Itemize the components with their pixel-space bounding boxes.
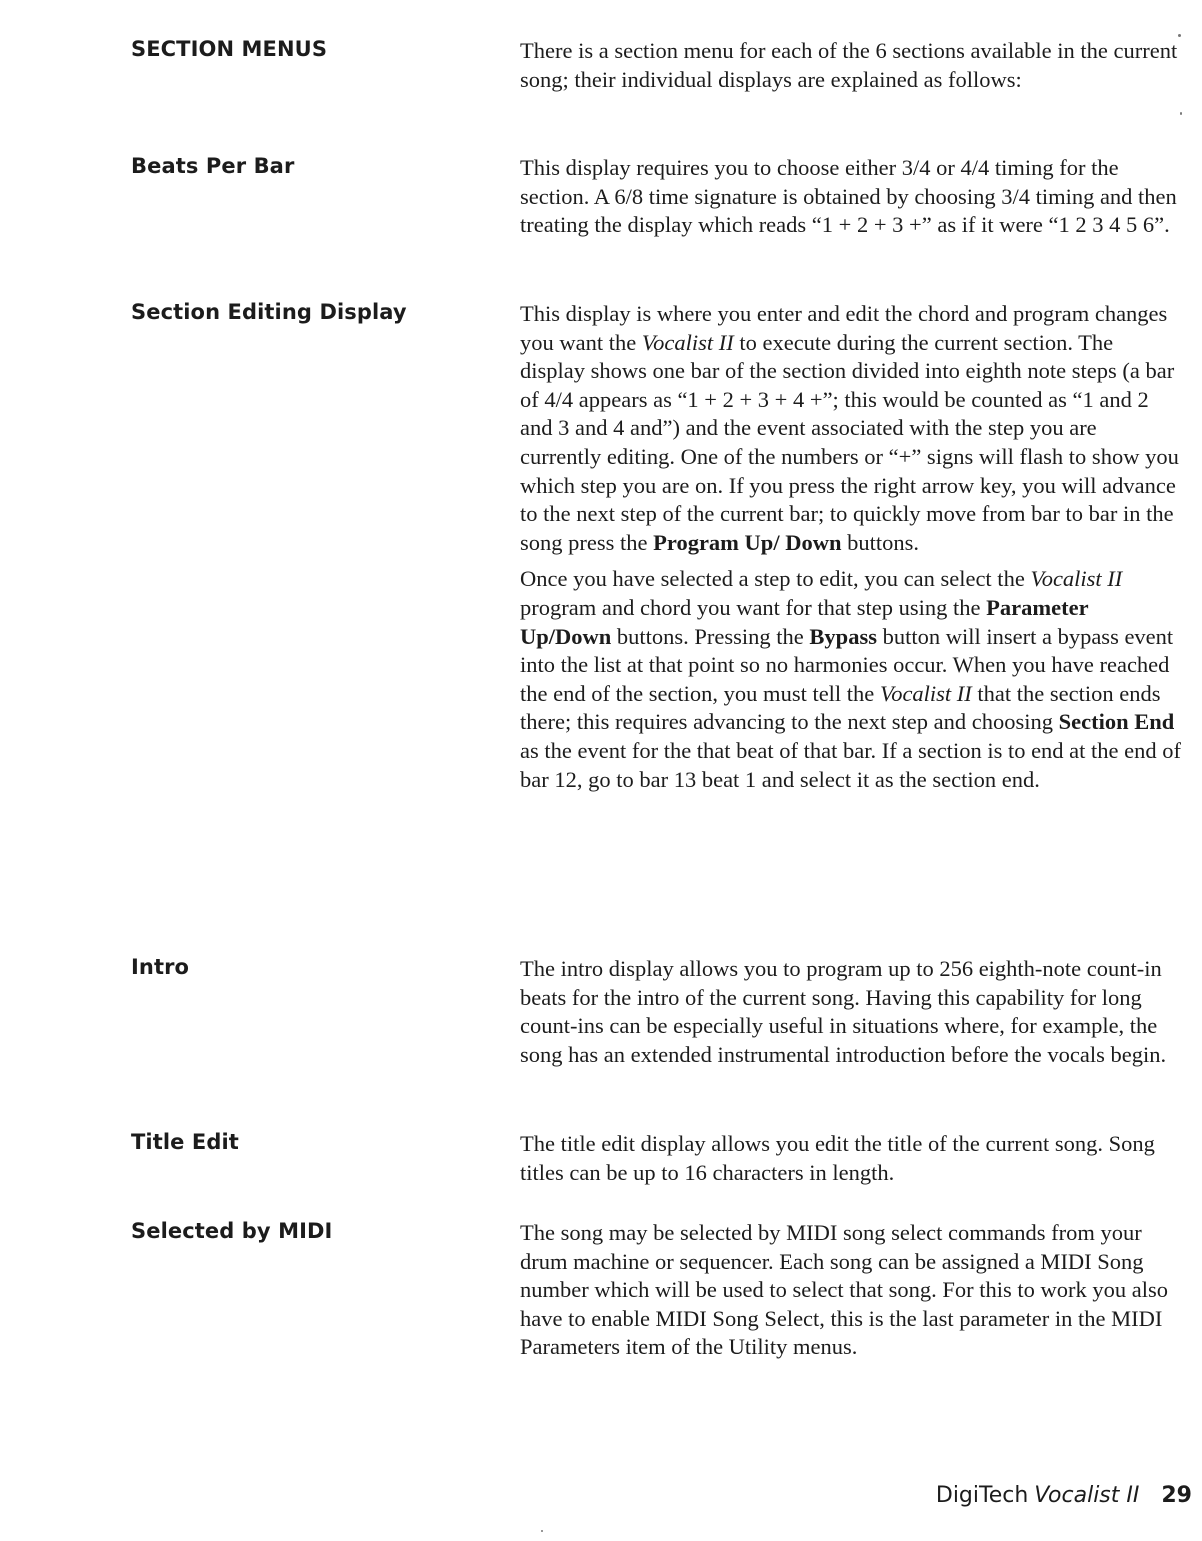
text-run: This display requires you to choose either 3/4 or 4/4 timing for the section. A 6/8 time signature is obtained by choosing 3/4 timing and then treating the display which reads “1 + 2 + 3 +” as if it were “1 2 3 4 5 6”. xyxy=(520,155,1177,238)
footer-brand: DigiTech xyxy=(935,1483,1029,1508)
title-edit-heading: Title Edit xyxy=(131,1130,239,1154)
text-run: There is a section menu for each of the 6 sections available in the current song; their individual displays are explained as follows: xyxy=(520,38,1178,92)
section-editing-display-heading: Section Editing Display xyxy=(131,300,407,324)
paragraph xyxy=(520,565,1182,794)
selected-by-midi-heading: Selected by MIDI xyxy=(131,1219,333,1243)
selected-by-midi-text xyxy=(520,1219,1182,1362)
text-run: program and chord you want for that step using the xyxy=(520,594,987,620)
intro-heading: Intro xyxy=(131,955,190,979)
paragraph xyxy=(520,154,1182,240)
scan-speck xyxy=(1178,34,1181,37)
italic-run: Vocalist II xyxy=(641,329,734,355)
bold-run: Parameter Up/Down xyxy=(520,594,1089,649)
text-run: to execute during the current section. The display shows one bar of the section divided into eighth note steps (a bar of 4/4 appears as “1 + 2 + 3 + 4 +”; this would be counted as “1 and 2 and 3 and 4 and”) and the event associated with the step you are currently editing. One of the numbers or “+” signs will flash to show you which step you are on. If you press the right arrow key, you will advance to the next step of the current bar; to quickly move from bar to bar in the song press the xyxy=(520,329,1179,555)
text-run: The title edit display allows you edit the title of the current song. Song titles can be up to 16 characters in length. xyxy=(520,1131,1155,1185)
paragraph xyxy=(520,37,1182,94)
title-edit-text xyxy=(520,1130,1182,1187)
section-menus-heading: SECTION MENUS xyxy=(131,37,328,61)
section-editing-display-text xyxy=(520,300,1182,794)
footer-product: Vocalist II xyxy=(1034,1483,1140,1508)
italic-run: Vocalist II xyxy=(1030,566,1123,592)
text-run: The intro display allows you to program up to 256 eighth-note count-in beats for the intro of the current song. Having this capability for long count-ins can be especially useful in situations where, for example, the song has an extended instrumental introduction before the vocals begin. xyxy=(520,956,1167,1067)
beats-per-bar-heading: Beats Per Bar xyxy=(131,154,295,178)
text-run: that the section ends there; this requires advancing to the next step and choosing xyxy=(520,680,1161,735)
italic-run: Vocalist II xyxy=(879,680,972,706)
scan-speck xyxy=(1180,112,1182,115)
intro-text xyxy=(520,955,1182,1069)
paragraph xyxy=(520,1219,1182,1362)
text-run: button will insert a bypass event into the list at that point so no harmonies occur. When you have reached the end of the section, you must tell the xyxy=(520,623,1174,706)
text-run: This display is where you enter and edit the chord and program changes you want the xyxy=(520,301,1168,355)
paragraph xyxy=(520,1130,1182,1187)
page-footer xyxy=(900,1483,1192,1508)
bold-run: Program Up/ Down xyxy=(653,529,842,555)
paragraph xyxy=(520,955,1182,1069)
bold-run: Section End xyxy=(1058,709,1175,735)
text-run: Once you have selected a step to edit, you can select the xyxy=(520,566,1031,592)
paragraph xyxy=(520,300,1182,557)
text-run: buttons. xyxy=(841,529,919,555)
bold-run: Bypass xyxy=(809,623,877,649)
text-run: buttons. Pressing the xyxy=(611,623,810,649)
page-number: 29 xyxy=(1161,1483,1192,1508)
beats-per-bar-text xyxy=(520,154,1182,240)
section-menus-text xyxy=(520,37,1182,94)
text-run: The song may be selected by MIDI song select commands from your drum machine or sequencer. Each song can be assigned a MIDI Song number which will be used to select that song. For this to work you also have to enable MIDI Song Select, this is the last parameter in the MIDI Parameters item of the Utility menus. xyxy=(520,1220,1169,1360)
text-run: as the event for the that beat of that bar. If a section is to end at the end of bar 12, go to bar 13 beat 1 and select it as the section end. xyxy=(520,737,1182,792)
scan-speck xyxy=(541,1530,543,1532)
